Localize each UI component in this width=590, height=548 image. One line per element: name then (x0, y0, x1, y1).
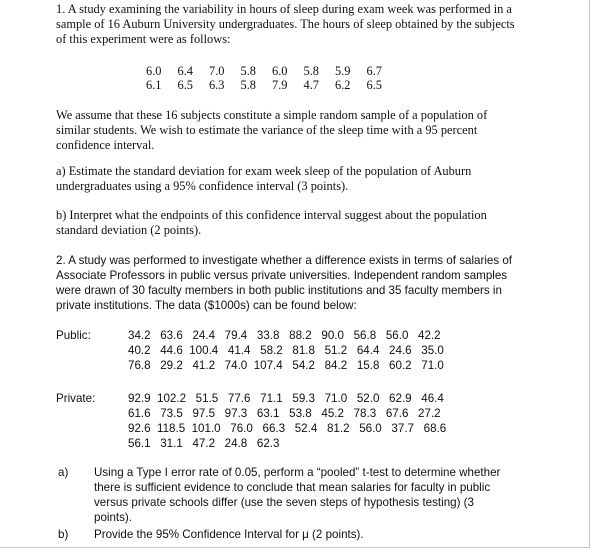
sleep-value: 5.8 (240, 64, 256, 78)
sleep-value: 5.9 (335, 64, 351, 78)
private-label: Private: (56, 392, 96, 405)
salary-data-row: 92.9 102.2 51.5 77.6 71.1 59.3 71.0 52.0 62.9 46.4 (128, 392, 444, 405)
sleep-value: 7.0 (209, 64, 225, 78)
salary-data-row: 92.6 118.5 101.0 76.0 66.3 52.4 81.2 56.0 37.7 68.6 (128, 422, 447, 435)
problem2-part-b: Provide the 95% Confidence Interval for μ (2 points). (94, 528, 364, 541)
sleep-value: 6.0 (146, 64, 162, 78)
problem2-part-b-label: b) (58, 528, 69, 541)
sleep-value: 6.7 (366, 64, 382, 78)
sleep-value: 6.0 (272, 64, 288, 78)
problem2-part-a-label: a) (58, 466, 69, 479)
salary-data-row: 76.8 29.2 41.2 74.0 107.4 54.2 84.2 15.8 60.2 71.0 (128, 359, 444, 372)
problem2-part-a: Using a Type I error rate of 0.05, perform a “pooled” t-test to determine whether there is sufficient evidence to conclude that mean salaries for faculty in public versus private schools differ (use the seven steps of hypothesis testing) (3 points). (94, 466, 501, 524)
salary-data-row: 56.1 31.1 47.2 24.8 62.3 (128, 437, 280, 450)
sleep-value: 4.7 (303, 78, 319, 92)
salary-data-row: 40.2 44.6 100.4 41.4 58.2 81.8 51.2 64.4 24.6 35.0 (128, 344, 444, 357)
sleep-value: 7.9 (272, 78, 288, 92)
sleep-value: 6.3 (209, 78, 225, 92)
problem1-assumption: We assume that these 16 subjects constitute a simple random sample of a population of similar students. We wish to estimate the variance of the sleep time with a 95 percent confidence interval. (56, 108, 488, 152)
sleep-value: 6.5 (177, 78, 193, 92)
sleep-value: 6.5 (366, 78, 382, 92)
sleep-value: 5.8 (240, 78, 256, 92)
public-label: Public: (56, 329, 91, 342)
sleep-data-row-2 (138, 78, 390, 93)
salary-data-row: 34.2 63.6 24.4 79.4 33.8 88.2 90.0 56.8 56.0 42.2 (128, 329, 441, 342)
problem2-intro: 2. A study was performed to investigate whether a difference exists in terms of salaries of Associate Professors in public versus private universities. Independent random samples were drawn of 30 faculty members in both public institutions and 35 faculty members in private institutions. The data ($1000s) can be found below: (56, 254, 513, 312)
sleep-value: 6.1 (146, 78, 162, 92)
problem1-part-a: a) Estimate the standard deviation for exam week sleep of the population of Auburn undergraduates using a 95% confidence interval (3 points). (56, 164, 472, 193)
sleep-value: 6.4 (177, 64, 193, 78)
problem1-intro: 1. A study examining the variability in hours of sleep during exam week was performed in a sample of 16 Auburn University undergraduates. The hours of sleep obtained by the subjects of this experiment were as follows: (56, 2, 515, 46)
sleep-value: 6.2 (335, 78, 351, 92)
salary-data-row: 61.6 73.5 97.5 97.3 63.1 53.8 45.2 78.3 67.6 27.2 (128, 407, 441, 420)
sleep-value: 5.8 (303, 64, 319, 78)
private-salary-data (128, 391, 446, 451)
sleep-data-row-1 (138, 64, 390, 79)
public-salary-data (128, 328, 444, 373)
problem1-part-b: b) Interpret what the endpoints of this confidence interval suggest about the population standard deviation (2 points). (56, 208, 487, 237)
